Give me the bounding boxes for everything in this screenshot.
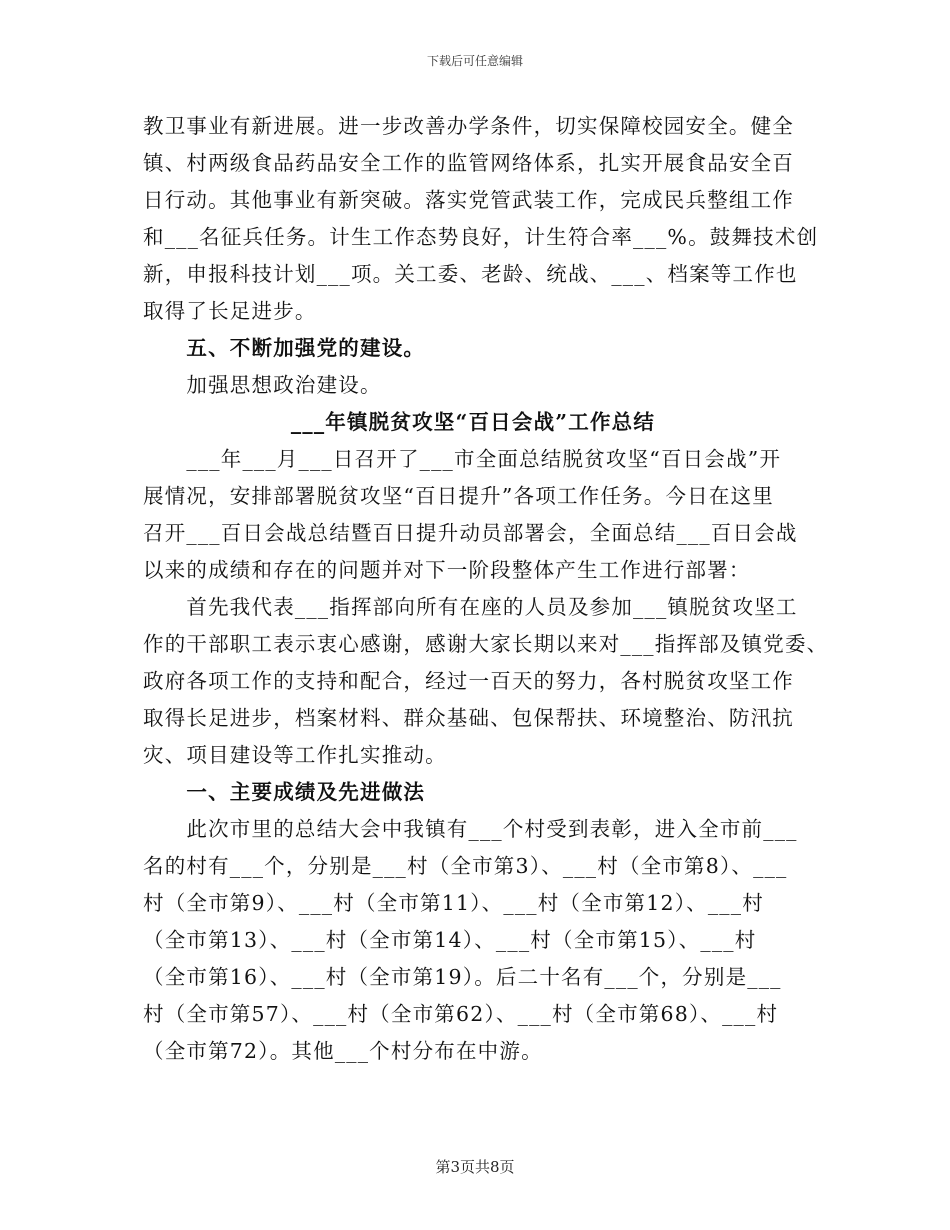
document-body xyxy=(143,108,829,1070)
page-footer: 第3页共8页 xyxy=(435,1158,515,1176)
paragraph-line: 村（全市第9）、___村（全市第11）、___村（全市第12）、___村 xyxy=(143,891,764,915)
section-heading: 一、主要成绩及先进做法 xyxy=(143,780,426,804)
paragraph-line: 首先我代表___指挥部向所有在座的人员及参加___镇脱贫攻坚工 xyxy=(143,595,798,619)
paragraph-line: 以来的成绩和存在的问题并对下一阶段整体产生工作进行部署： xyxy=(143,558,751,582)
paragraph-line: 灾、项目建设等工作扎实推动。 xyxy=(143,743,447,767)
page-header: 下载后可任意编辑 xyxy=(426,54,523,68)
paragraph-line: 和___名征兵任务。计生工作态势良好，计生符合率___%。鼓舞技术创 xyxy=(143,225,819,249)
paragraph-line: ___年___月___日召开了___市全面总结脱贫攻坚“百日会战”开 xyxy=(143,447,782,471)
paragraph-line: 召开___百日会战总结暨百日提升动员部署会，全面总结___百日会战 xyxy=(143,521,798,545)
paragraph-line: （全市第13）、___村（全市第14）、___村（全市第15）、___村 xyxy=(143,928,757,952)
paragraph-line: （全市第16）、___村（全市第19）。后二十名有___个，分别是___ xyxy=(143,965,782,989)
section-heading: 五、不断加强党的建设。 xyxy=(143,336,426,360)
paragraph-line: 取得长足进步，档案材料、群众基础、包保帮扶、环境整治、防汛抗 xyxy=(143,706,794,730)
paragraph-line: 作的干部职工表示衷心感谢，感谢大家长期以来对___指挥部及镇党委、 xyxy=(143,632,829,656)
paragraph-line: 镇、村两级食品药品安全工作的监管网络体系，扎实开展食品安全百 xyxy=(143,151,794,175)
paragraph-line: 政府各项工作的支持和配合，经过一百天的努力，各村脱贫攻坚工作 xyxy=(143,669,794,693)
paragraph-line: （全市第72）。其他___个村分布在中游。 xyxy=(143,1039,543,1063)
paragraph-line: 名的村有___个，分别是___村（全市第3）、___村（全市第8）、___ xyxy=(143,854,788,878)
paragraph-line: 加强思想政治建设。 xyxy=(143,373,382,397)
paragraph-line: 取得了长足进步。 xyxy=(143,299,317,323)
paragraph-line: 村（全市第57）、___村（全市第62）、___村（全市第68）、___村 xyxy=(143,1002,779,1026)
paragraph-line: 教卫事业有新进展。进一步改善办学条件，切实保障校园安全。健全 xyxy=(143,114,794,138)
paragraph-line: 日行动。其他事业有新突破。落实党管武装工作，完成民兵整组工作 xyxy=(143,188,794,212)
paragraph-line: 展情况，安排部署脱贫攻坚“百日提升”各项工作任务。今日在这里 xyxy=(143,484,774,508)
document-title: ___年镇脱贫攻坚“百日会战”工作总结 xyxy=(290,410,656,434)
paragraph-line: 新，申报科技计划___项。关工委、老龄、统战、___、档案等工作也 xyxy=(143,262,798,286)
paragraph-line: 此次市里的总结大会中我镇有___个村受到表彰，进入全市前___ xyxy=(143,817,798,841)
